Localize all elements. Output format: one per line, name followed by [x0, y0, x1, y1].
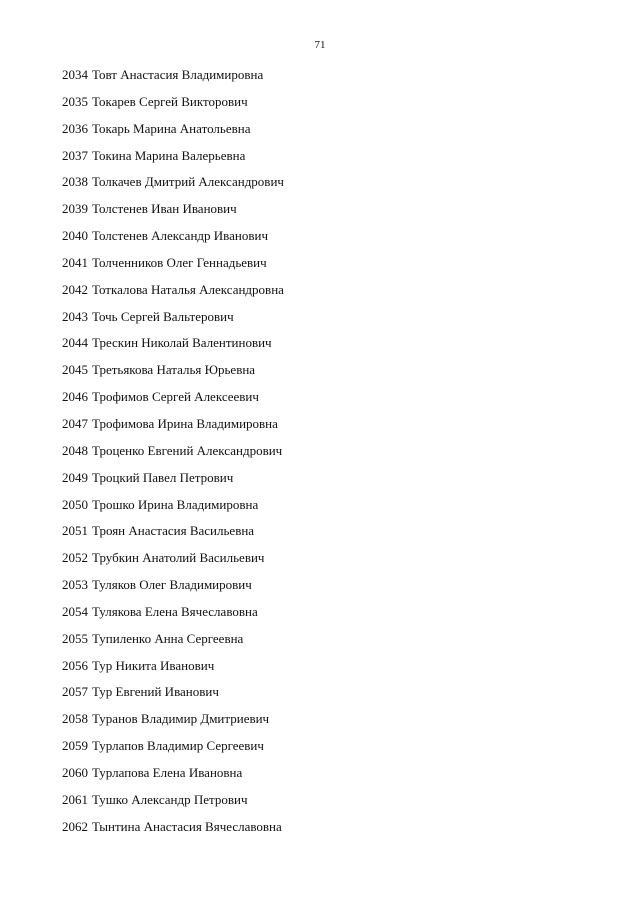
- entry-number: 2048: [62, 442, 88, 458]
- entry-number: 2061: [62, 791, 88, 807]
- entry-name: Туранов Владимир Дмитриевич: [92, 711, 270, 727]
- entry-name: Турлапов Владимир Сергеевич: [92, 738, 264, 754]
- list-item: [62, 819, 284, 846]
- list-item: [62, 550, 284, 577]
- list-item: [62, 94, 284, 121]
- list-item: [62, 228, 284, 255]
- entry-number: 2035: [62, 93, 88, 109]
- list-item: [62, 470, 284, 497]
- entry-number: 2037: [62, 147, 88, 163]
- entry-number: 2046: [62, 389, 88, 405]
- entry-name: Тур Евгений Иванович: [92, 684, 219, 700]
- entry-number: 2053: [62, 577, 88, 593]
- entry-name: Токина Марина Валерьевна: [92, 147, 246, 163]
- entry-name: Тур Никита Иванович: [92, 657, 215, 673]
- entry-number: 2045: [62, 362, 88, 378]
- entry-name: Трофимова Ирина Владимировна: [92, 415, 278, 431]
- entry-number: 2050: [62, 496, 88, 512]
- entry-name: Трескин Николай Валентинович: [92, 335, 272, 351]
- list-item: [62, 121, 284, 148]
- list-item: [62, 738, 284, 765]
- list-item: [62, 282, 284, 309]
- entry-number: 2042: [62, 281, 88, 297]
- entry-name: Толстенев Иван Иванович: [92, 201, 237, 217]
- entry-number: 2040: [62, 228, 88, 244]
- list-item: [62, 792, 284, 819]
- entry-name: Товт Анастасия Владимировна: [92, 67, 264, 82]
- entry-name: Тынтина Анастасия Вячеславовна: [92, 818, 282, 834]
- list-item: [62, 497, 284, 524]
- list-item: [62, 335, 284, 362]
- list-item: [62, 255, 284, 282]
- entry-name: Троцкий Павел Петрович: [92, 469, 234, 485]
- entry-name: Турлапова Елена Ивановна: [92, 764, 243, 780]
- entry-name: Точь Сергей Вальтерович: [92, 308, 234, 324]
- entry-number: 2036: [62, 120, 88, 136]
- entry-name: Тоткалова Наталья Александровна: [92, 281, 284, 297]
- entry-name: Трошко Ирина Владимировна: [92, 496, 259, 512]
- entry-list: [62, 67, 284, 845]
- entry-name: Толкачев Дмитрий Александрович: [92, 174, 284, 190]
- entry-number: 2062: [62, 818, 88, 834]
- entry-name: Тупиленко Анна Сергеевна: [92, 630, 244, 646]
- entry-name: Трубкин Анатолий Васильевич: [92, 550, 265, 566]
- entry-number: 2054: [62, 603, 88, 619]
- list-item: [62, 604, 284, 631]
- entry-name: Токарев Сергей Викторович: [92, 93, 248, 109]
- entry-number: 2047: [62, 415, 88, 431]
- page-number: 71: [314, 39, 326, 51]
- entry-number: 2041: [62, 254, 88, 270]
- entry-number: 2056: [62, 657, 88, 673]
- entry-number: 2059: [62, 738, 88, 754]
- list-item: [62, 684, 284, 711]
- entry-number: 2060: [62, 764, 88, 780]
- list-item: [62, 389, 284, 416]
- entry-number: 2034: [62, 67, 88, 82]
- entry-number: 2051: [62, 523, 88, 539]
- list-item: [62, 148, 284, 175]
- list-item: [62, 523, 284, 550]
- entry-name: Трофимов Сергей Алексеевич: [92, 389, 259, 405]
- entry-name: Троян Анастасия Васильевна: [92, 523, 255, 539]
- entry-number: 2052: [62, 550, 88, 566]
- entry-name: Толстенев Александр Иванович: [92, 228, 268, 244]
- list-item: [62, 201, 284, 228]
- entry-number: 2057: [62, 684, 88, 700]
- entry-number: 2055: [62, 630, 88, 646]
- list-item: [62, 443, 284, 470]
- entry-number: 2039: [62, 201, 88, 217]
- entry-number: 2038: [62, 174, 88, 190]
- entry-number: 2049: [62, 469, 88, 485]
- list-item: [62, 362, 284, 389]
- list-item: [62, 309, 284, 336]
- list-item: [62, 765, 284, 792]
- entry-number: 2058: [62, 711, 88, 727]
- list-item: [62, 711, 284, 738]
- list-item: [62, 416, 284, 443]
- entry-name: Третьякова Наталья Юрьевна: [92, 362, 256, 378]
- list-item: [62, 67, 284, 94]
- list-item: [62, 174, 284, 201]
- entry-name: Толченников Олег Геннадьевич: [92, 254, 267, 270]
- entry-name: Тулякова Елена Вячеславовна: [92, 603, 258, 619]
- entry-number: 2044: [62, 335, 88, 351]
- entry-name: Туляков Олег Владимирович: [92, 577, 252, 593]
- entry-name: Токарь Марина Анатольевна: [92, 120, 251, 136]
- list-item: [62, 577, 284, 604]
- entry-name: Троценко Евгений Александрович: [92, 442, 283, 458]
- entry-name: Тушко Александр Петрович: [92, 791, 248, 807]
- list-item: [62, 631, 284, 658]
- entry-number: 2043: [62, 308, 88, 324]
- list-item: [62, 658, 284, 685]
